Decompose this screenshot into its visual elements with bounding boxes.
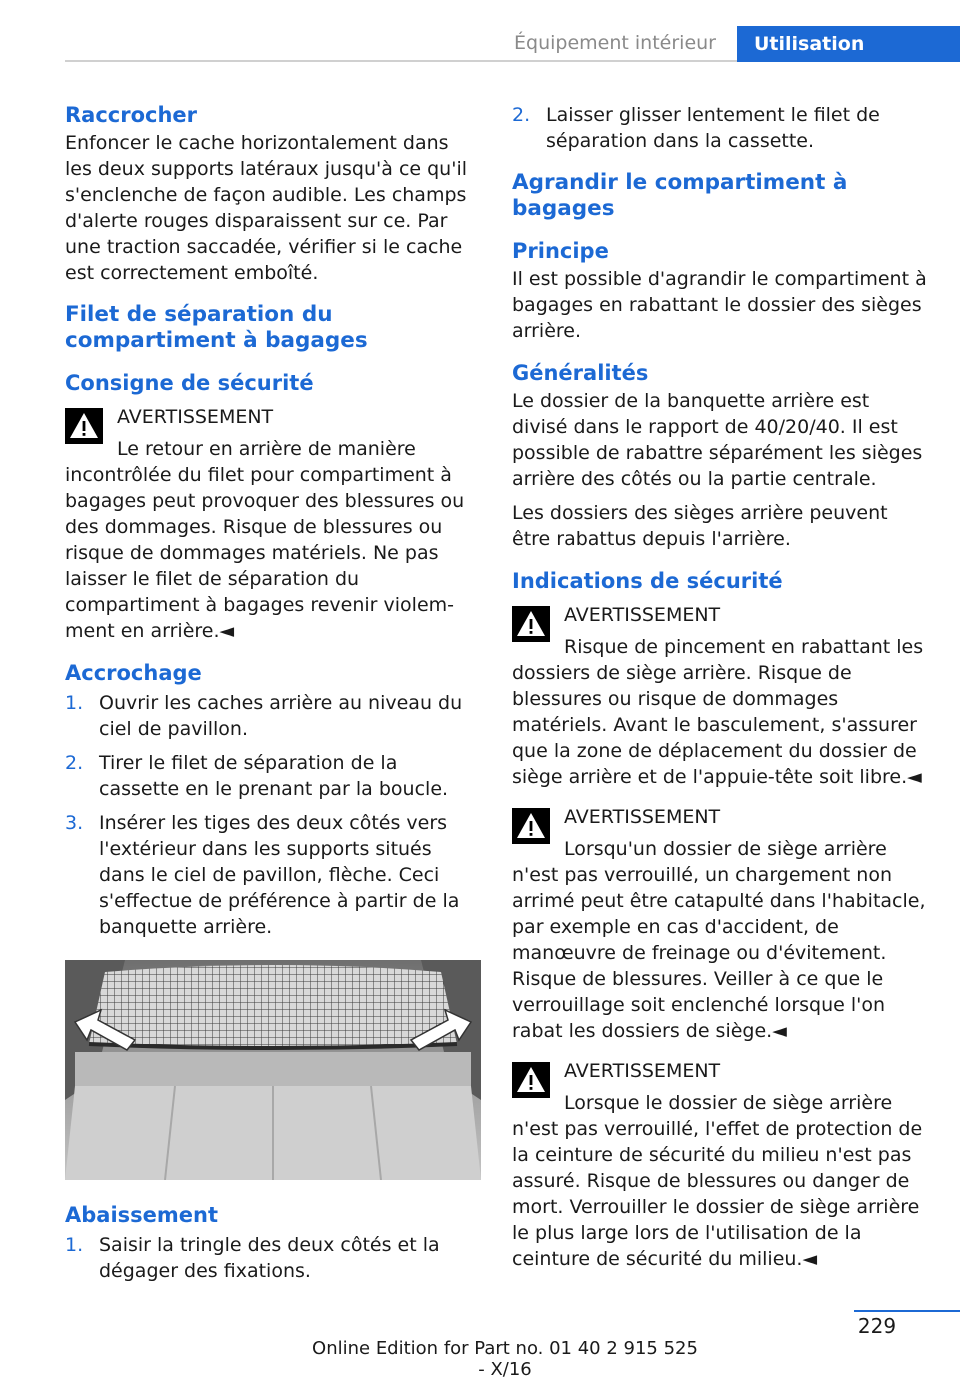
list-item xyxy=(65,1232,481,1284)
heading-consigne: Consigne de sécurité xyxy=(65,371,314,395)
left-column xyxy=(65,98,481,1292)
warning-block xyxy=(512,602,928,790)
accrochage-steps xyxy=(65,690,481,940)
heading-indications: Indications de sécurité xyxy=(512,569,783,593)
paragraph-generalites-1: Le dossier de la banquette arrière est divisé dans le rapport de 40/20/40. Il est possible de rabattre séparément les sièges arrière des côtés ou la partie centrale. xyxy=(512,390,923,490)
paragraph-generalites-2: Les dossiers des sièges arrière peuvent être rabattus depuis l'arrière. xyxy=(512,502,888,550)
page-header xyxy=(0,0,960,62)
warning-title: AVERTISSEMENT xyxy=(117,406,274,428)
step-number: 2. xyxy=(512,104,531,126)
warning-triangle-icon xyxy=(65,408,103,444)
list-item xyxy=(512,102,928,154)
warning-text: Lorsqu'un dossier de siège arrière n'est pas verrouillé, un chargement non arrimé peut être catapulté dans l'habitacle, par exemple en cas d'accident, de manœuvre de freinage ou d'évitement. Risque de blessures. Veiller à ce que le verrouillage soit enclenché lorsque l'on rabat les dossiers de siège.◄ xyxy=(512,838,926,1042)
warning-block xyxy=(512,804,928,1044)
heading-agrandir: Agrandir le compartiment à bagages xyxy=(512,170,848,221)
warning-triangle-icon xyxy=(512,808,550,844)
footer-divider xyxy=(854,1310,960,1312)
heading-abaissement: Abaissement xyxy=(65,1203,219,1227)
cargo-net-photo xyxy=(65,960,481,1180)
warning-text: Lorsque le dossier de siège arrière n'est pas verrouillé, l'effet de protection de la ceinture de sécurité du milieu n'est pas assuré. Risque de blessures ou danger de mort. Verrouiller le dossier de siège arrière le plus large lors de l'utilisation de la ceinture de sécurité du milieu.◄ xyxy=(512,1092,923,1270)
header-divider xyxy=(65,60,737,62)
heading-principe: Principe xyxy=(512,239,609,263)
edition-footer: Online Edition for Part no. 01 40 2 915 525 - X/16 xyxy=(312,1338,698,1380)
right-column xyxy=(512,98,928,1286)
step-text: Ouvrir les caches arrière au niveau du ciel de pavillon. xyxy=(99,692,463,740)
warning-block xyxy=(65,404,481,644)
warning-text: Le retour en arrière de manière incontrôlée du filet pour compartiment à bagages peut provoquer des blessures ou des dommages. Risque de blessures ou risque de dommages matériels. Ne pas laisser le filet de séparation du compartiment à bagages revenir violemment en arrière.◄ xyxy=(65,438,465,642)
page-number: 229 xyxy=(857,1314,897,1338)
list-item xyxy=(65,810,481,940)
step-number: 3. xyxy=(65,812,84,834)
list-item xyxy=(65,750,481,802)
abaissement-steps xyxy=(65,1232,481,1284)
step-text: Laisser glisser lentement le filet de séparation dans la cassette. xyxy=(546,104,880,152)
paragraph-principe: Il est possible d'agrandir le compartiment à bagages en rabattant le dossier des sièges arrière. xyxy=(512,268,927,342)
heading-filet: Filet de séparation du compartiment à bagages xyxy=(65,302,368,353)
warning-text: Risque de pincement en rabattant les dossiers de siège arrière. Risque de blessures ou risque de dommages matériels. Avant le basculement, s'assurer que la zone de déplacement du dossier de siège arrière et de l'appuie-tête soit libre.◄ xyxy=(512,636,924,788)
warning-triangle-icon xyxy=(512,606,550,642)
step-text: Tirer le filet de séparation de la cassette en le prenant par la boucle. xyxy=(99,752,449,800)
warning-title: AVERTISSEMENT xyxy=(564,1060,721,1082)
warning-title: AVERTISSEMENT xyxy=(564,604,721,626)
step-text: Saisir la tringle des deux côtés et la dégager des fixations. xyxy=(99,1234,440,1282)
step-text: Insérer les tiges des deux côtés vers l'extérieur dans les supports situés dans le ciel de pavillon, flèche. Ceci s'effectue de préférence à partir de la banquette arrière. xyxy=(99,812,460,938)
header-chapter-tab: Utilisation xyxy=(737,26,960,62)
header-section-label: Équipement intérieur xyxy=(514,32,716,54)
warning-block xyxy=(512,1058,928,1272)
abaissement-steps-cont xyxy=(512,102,928,154)
list-item xyxy=(65,690,481,742)
warning-title: AVERTISSEMENT xyxy=(564,806,721,828)
heading-accrochage: Accrochage xyxy=(65,661,202,685)
heading-raccrocher: Raccrocher xyxy=(65,103,198,127)
step-number: 2. xyxy=(65,752,84,774)
step-number: 1. xyxy=(65,692,84,714)
step-number: 1. xyxy=(65,1234,84,1256)
paragraph-raccrocher: Enfoncer le cache horizontalement dans les deux supports latéraux jusqu'à ce qu'il s'enclenche de façon audible. Les champs d'alerte rouges disparaissent sur ce. Par une traction saccadée, vérifier si le cache est correctement emboîté. xyxy=(65,132,467,284)
heading-generalites: Généralités xyxy=(512,361,649,385)
warning-triangle-icon xyxy=(512,1062,550,1098)
